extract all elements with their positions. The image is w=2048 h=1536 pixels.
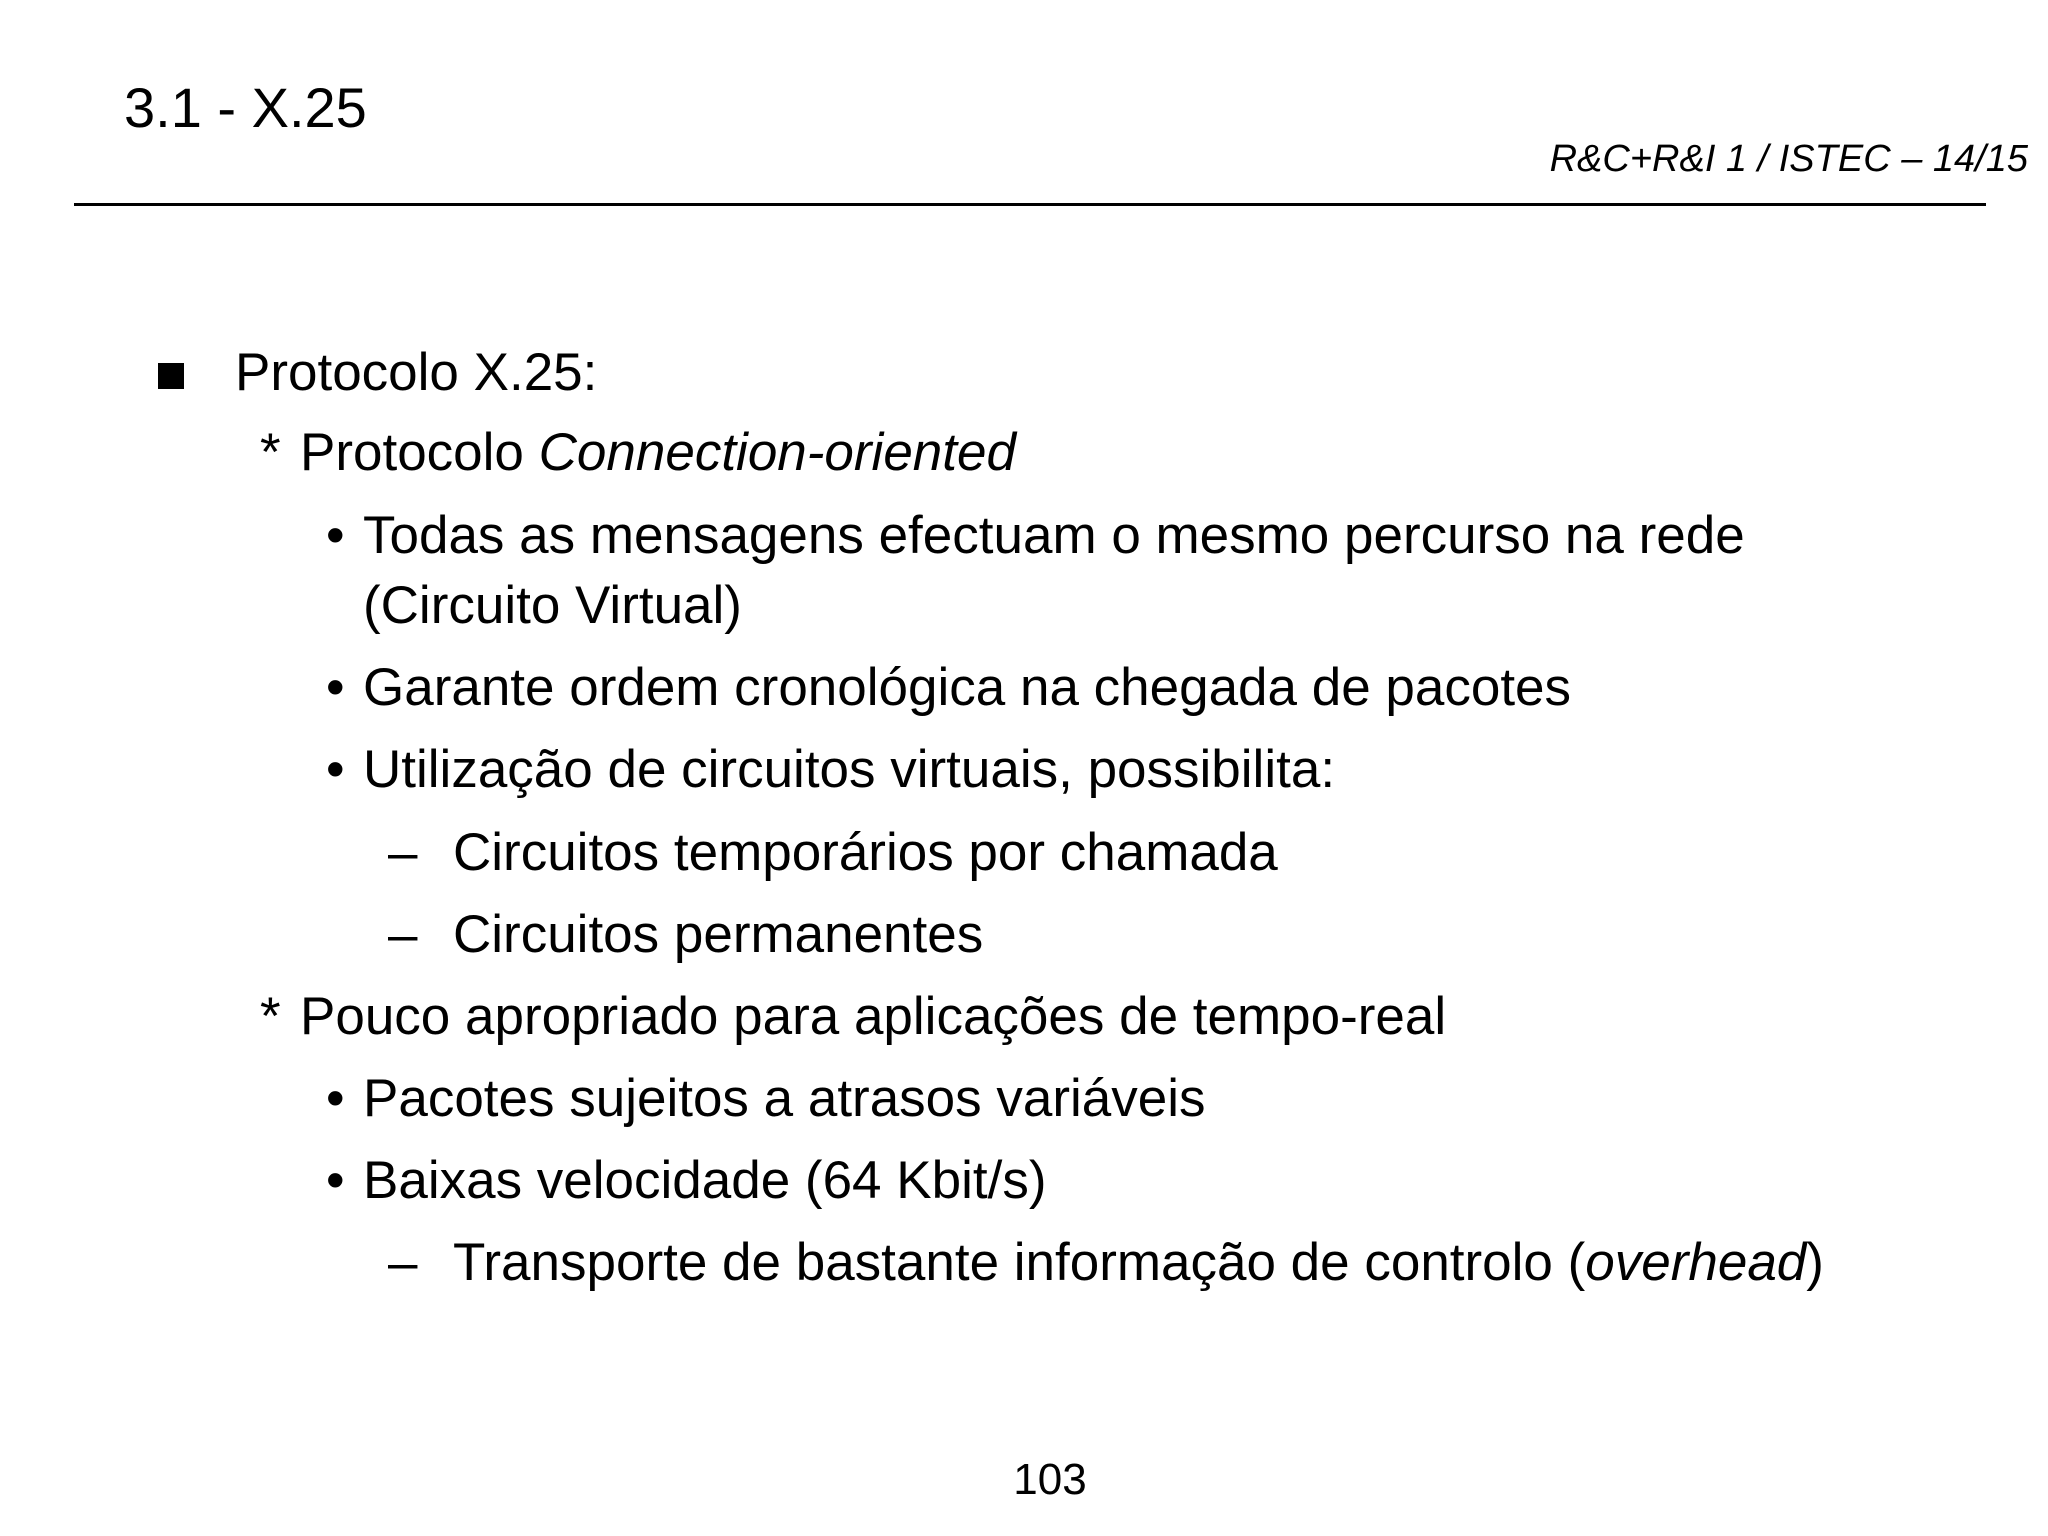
square-bullet-icon [158,363,184,389]
page-number: 103 [1013,1455,1087,1504]
item-text: Transporte de bastante informação de controlo ( [453,1233,1586,1292]
item-ordem-cronologica: Garante ordem cronológica na chegada de pacotes [363,658,1572,717]
item-circuitos-temporarios: Circuitos temporários por chamada [453,823,1278,882]
item-circuito-virtual: (Circuito Virtual) [363,576,742,635]
item-baixas-velocidade: Baixas velocidade (64 Kbit/s) [363,1151,1047,1210]
item-mesmo-percurso: Todas as mensagens efectuam o mesmo percurso na rede [363,506,1745,565]
item-circuitos-permanentes: Circuitos permanentes [453,905,984,964]
star-marker: * [260,987,281,1046]
dash-marker: – [388,1233,418,1292]
bullet-protocolo-x25: Protocolo X.25: [235,343,598,402]
item-text-end: ) [1806,1233,1824,1292]
bullet-dot-icon: • [326,658,345,717]
slide-title: 3.1 - X.25 [124,76,367,139]
bullet-dot-icon: • [326,506,345,565]
item-tempo-real: Pouco apropriado para aplicações de tempo-real [300,987,1447,1046]
item-atrasos-variaveis: Pacotes sujeitos a atrasos variáveis [363,1069,1206,1128]
bullet-dot-icon: • [326,740,345,799]
dash-marker: – [388,905,418,964]
item-italic-text: overhead [1585,1233,1807,1292]
item-connection-oriented [300,420,1016,486]
bullet-dot-icon: • [326,1069,345,1128]
item-overhead [453,1230,1824,1296]
item-circuitos-virtuais: Utilização de circuitos virtuais, possibilita: [363,740,1336,799]
course-label: R&C+R&I 1 / ISTEC – 14/15 [1549,138,2028,180]
item-text: Protocolo [300,423,539,482]
bullet-dot-icon: • [326,1151,345,1210]
star-marker: * [260,423,281,482]
item-italic-text: Connection-oriented [538,423,1016,482]
dash-marker: – [388,823,418,882]
header-divider [74,203,1986,206]
